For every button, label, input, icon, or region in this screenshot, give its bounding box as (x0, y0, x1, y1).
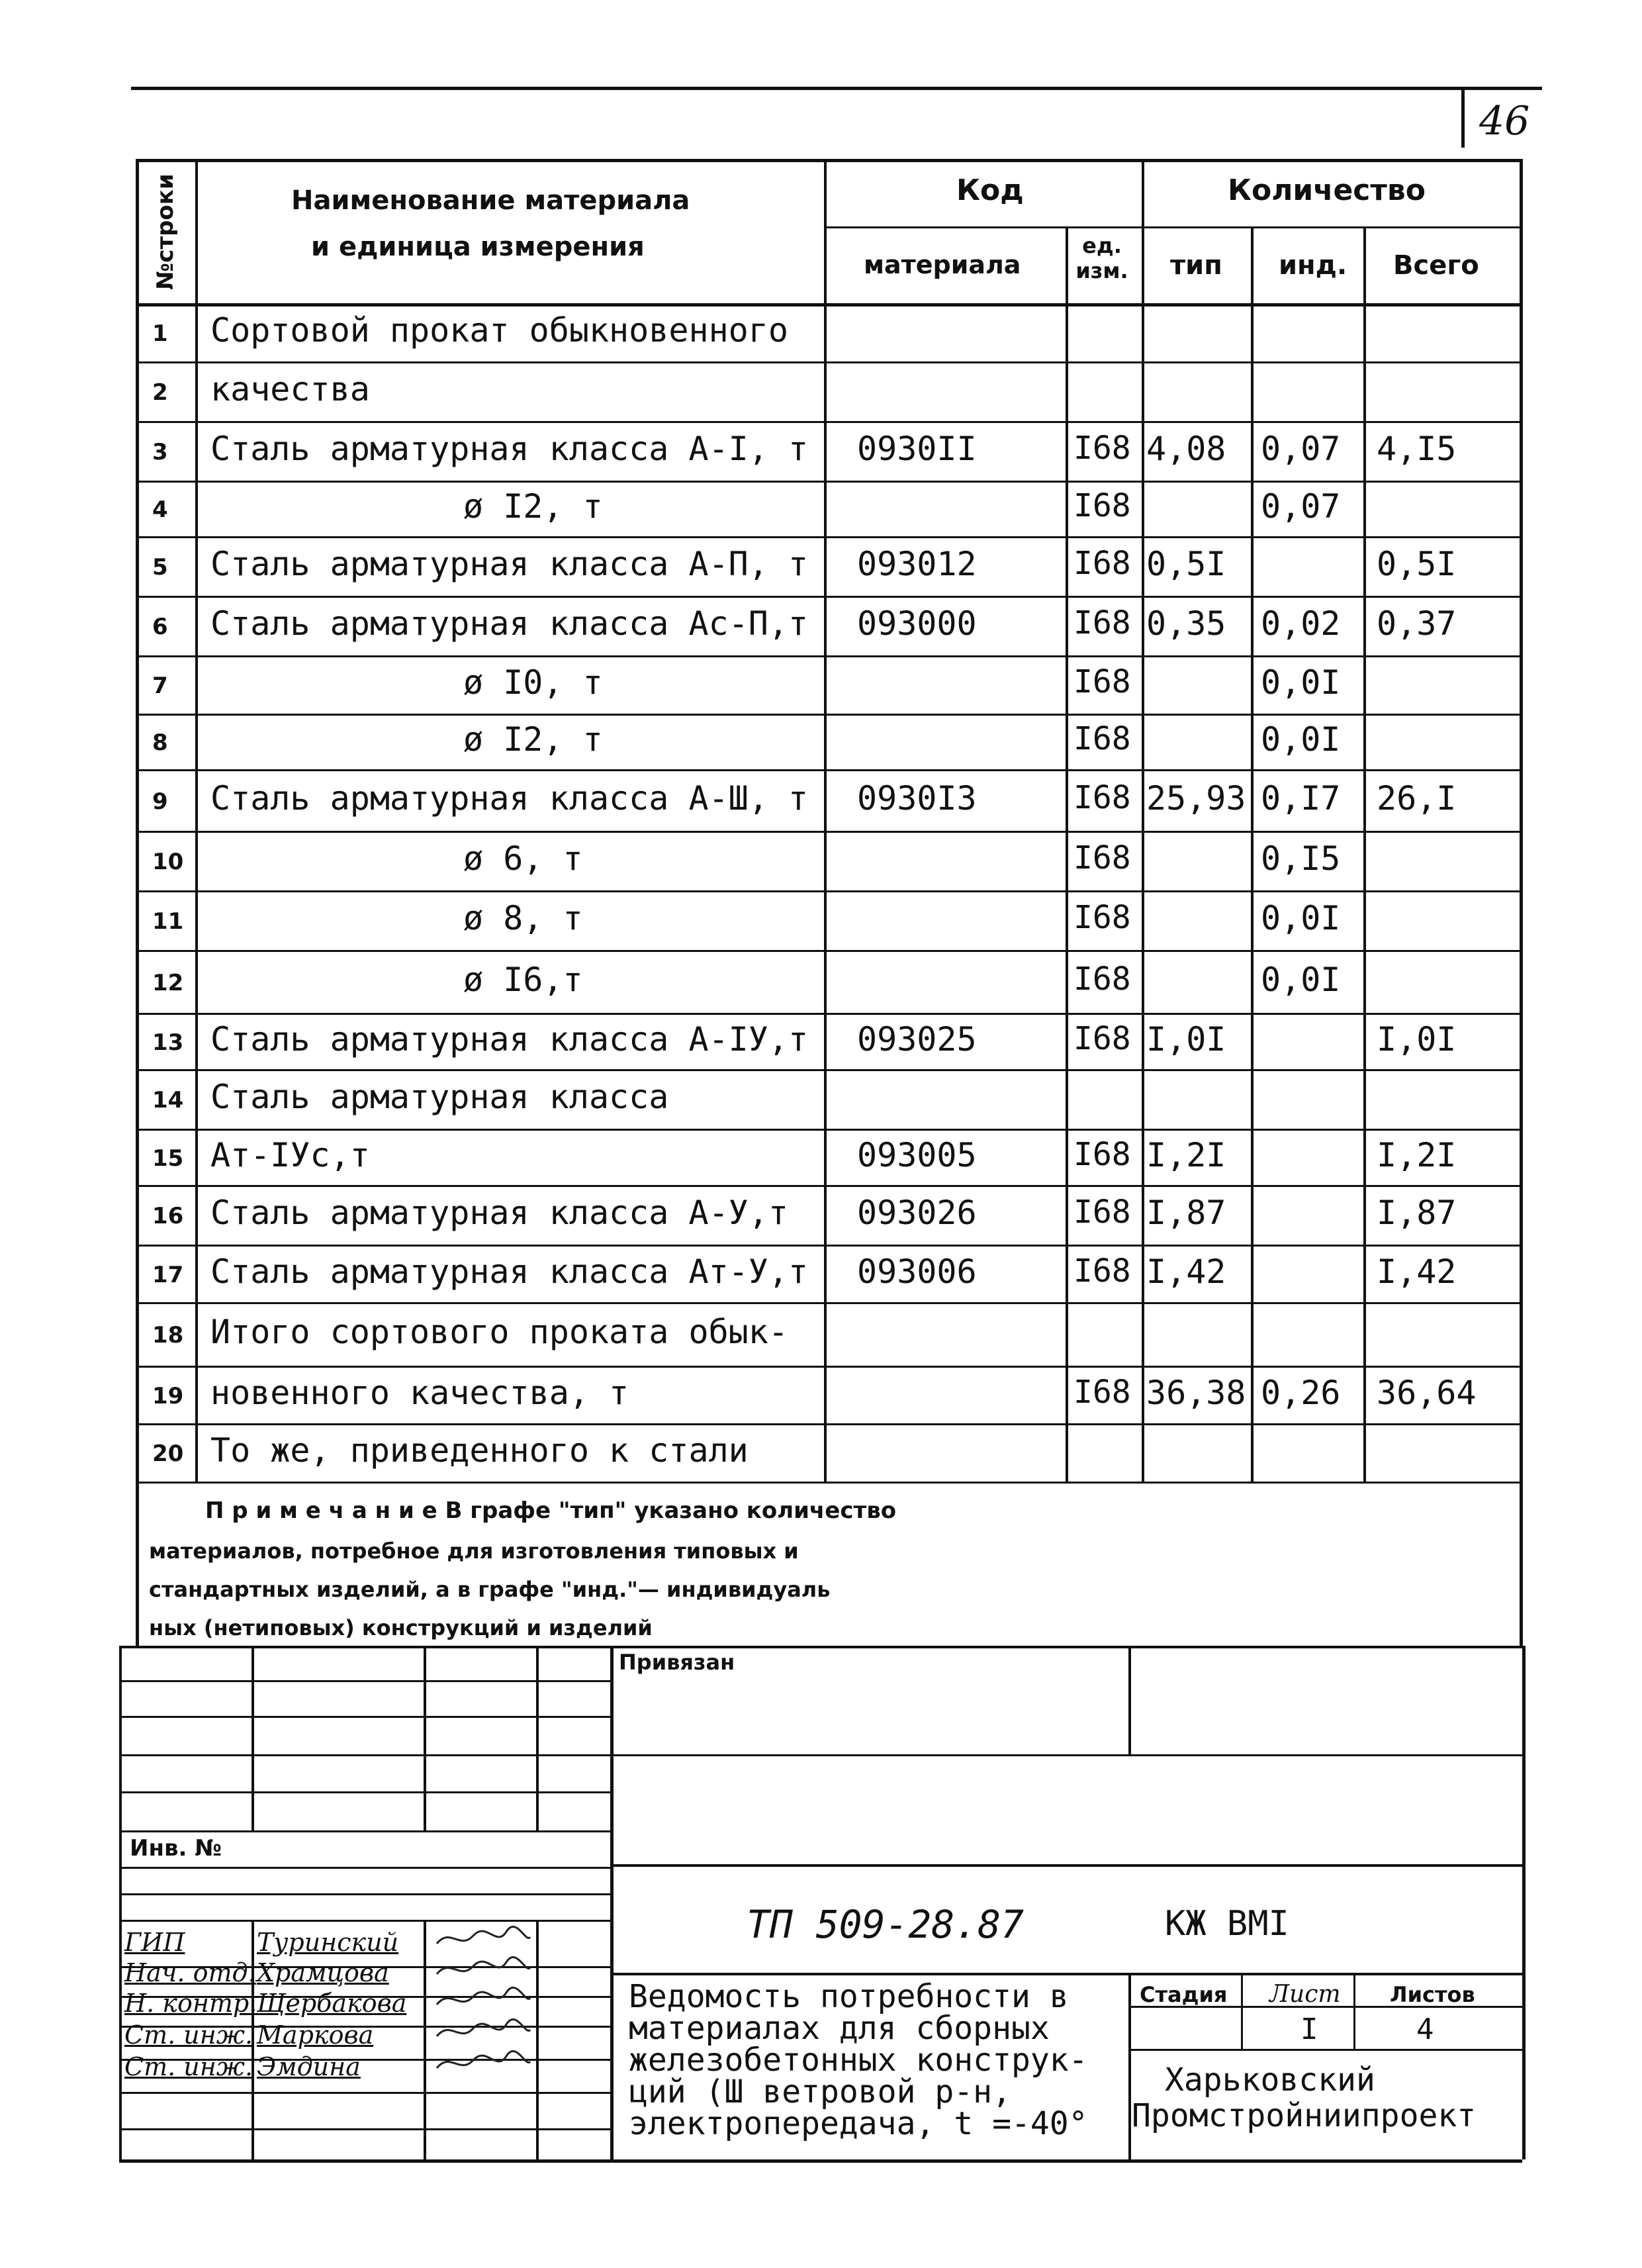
material-name: новенного качества, т (210, 1373, 629, 1412)
note-line2: материалов, потребное для изготовления типовых и (149, 1538, 799, 1564)
qty-total: I,0I (1377, 1019, 1457, 1059)
material-name: То же, приведенного к стали (210, 1431, 749, 1470)
row-line-19 (136, 1423, 1520, 1425)
stamp-left-row-6 (119, 1893, 610, 1895)
row-number: 1 (152, 320, 168, 347)
material-name: Сталь арматурная класса А-IУ,т (210, 1019, 809, 1059)
qty-type-header: тип (1170, 250, 1222, 281)
qty-type: I,2I (1146, 1135, 1226, 1174)
row-number: 12 (152, 969, 184, 996)
stamp-left-row-3 (119, 1791, 610, 1793)
signer-name: Маркова (257, 2020, 374, 2050)
qty-ind: 0,26 (1261, 1373, 1341, 1412)
qty-type: I,42 (1146, 1252, 1226, 1291)
row-line-6 (136, 655, 1520, 657)
material-name: ø 6, т (463, 839, 583, 878)
row-number: 16 (152, 1203, 184, 1229)
material-name: Сталь арматурная класса Ат-У,т (210, 1252, 809, 1291)
row-line-4 (136, 536, 1520, 538)
stamp-left (119, 1646, 122, 2159)
unit-code: I68 (1073, 779, 1131, 816)
stamp-left-row-2 (119, 1754, 610, 1756)
unit-code: I68 (1073, 1194, 1131, 1231)
stamp-sign-col-2 (536, 1920, 539, 2159)
row-line-8 (136, 769, 1520, 771)
title-line: ций (Ш ветровой р-н, (629, 2073, 1011, 2110)
signer-role: ГИП (124, 1928, 185, 1957)
col-divider-type (1251, 226, 1254, 1482)
material-name: Сталь арматурная класса А-П, т (210, 545, 809, 583)
unit-code: I68 (1073, 720, 1131, 757)
unit-code: I68 (1073, 1135, 1131, 1173)
qty-ind: 0,I5 (1261, 839, 1341, 878)
material-name: Сортовой прокат обыкновенного (210, 311, 788, 350)
qty-type: 0,35 (1146, 604, 1226, 643)
code-material-header: материала (864, 250, 1021, 279)
signer-role: Ст. инж. (124, 2052, 253, 2081)
row-number: 6 (152, 614, 168, 640)
unit-code: I68 (1073, 960, 1131, 998)
stamp-sheet-col (1353, 1973, 1355, 2049)
document-code: ТП 509-28.87 (747, 1902, 1025, 1947)
unit-code: I68 (1073, 899, 1131, 936)
material-name: Ат-IУс,т (210, 1135, 370, 1174)
stamp-left-row-1 (119, 1716, 610, 1718)
qty-type: I,0I (1146, 1019, 1226, 1059)
unit-code: I68 (1073, 604, 1131, 641)
unit-code: I68 (1073, 663, 1131, 700)
stamp-left-col-2 (536, 1646, 539, 1830)
page-number-divider (1461, 87, 1465, 148)
sheet-label: Лист (1269, 1981, 1341, 2008)
row-number: 15 (152, 1145, 184, 1172)
material-code: 0930I3 (857, 779, 977, 818)
signer-role: Ст. инж. (124, 2020, 253, 2050)
row-line-15 (136, 1185, 1520, 1187)
sheet-value: I (1300, 2012, 1318, 2046)
name-header-line2: и единица измерения (311, 232, 645, 262)
stamp-left-row-5 (119, 1867, 610, 1869)
row-number: 8 (152, 730, 168, 756)
material-name: качества (210, 370, 370, 408)
material-code: 0930II (857, 430, 977, 468)
row-line-20 (136, 1482, 1520, 1484)
row-line-14 (136, 1129, 1520, 1131)
table-right-border (1520, 159, 1523, 1484)
privyazan-label: Привязан (619, 1650, 735, 1675)
title-line: материалах для сборных (629, 2010, 1050, 2047)
material-name: ø I6,т (463, 960, 583, 999)
signer-role: Н. контр. (124, 1989, 257, 2018)
qty-total: 0,37 (1377, 604, 1457, 643)
row-number: 3 (152, 439, 168, 465)
code-header: Код (956, 173, 1024, 207)
row-number: 7 (152, 673, 168, 699)
sheets-value: 4 (1416, 2012, 1434, 2046)
qty-type: 25,93 (1146, 779, 1246, 818)
material-name: Сталь арматурная класса А-Ш, т (210, 779, 809, 818)
stamp-left-row-7 (119, 1920, 610, 1922)
qty-ind: 0,0I (1261, 720, 1341, 759)
qty-ind-header: инд. (1279, 250, 1347, 281)
stamp-row-c (610, 1973, 1522, 1975)
stamp-left-row-13 (119, 2128, 610, 2130)
qty-ind: 0,07 (1261, 487, 1341, 526)
col-divider-code (1066, 226, 1068, 1482)
note-line4: ных (нетиповых) конструкций и изделий (149, 1615, 653, 1640)
stamp-stage-col (1241, 1973, 1243, 2049)
stamp-stage-row-b (1128, 2049, 1522, 2051)
row-number: 2 (152, 379, 168, 406)
stamp-left-col-1 (424, 1646, 426, 1830)
row-number-header: №строки (152, 173, 179, 290)
signature-mark (433, 2048, 533, 2085)
qty-total: I,2I (1377, 1135, 1457, 1174)
header-subdivider (824, 226, 1520, 228)
unit-code: I68 (1073, 1373, 1131, 1411)
row-number: 11 (152, 908, 184, 935)
row-line-16 (136, 1245, 1520, 1247)
stamp-top (119, 1646, 1522, 1648)
header-bottom-border (136, 303, 1520, 307)
row-line-5 (136, 596, 1520, 598)
note-left-border (136, 1482, 139, 1647)
unit-code: I68 (1073, 839, 1131, 876)
unit-code: I68 (1073, 545, 1131, 582)
document-mark: КЖ ВМI (1165, 1904, 1289, 1944)
stamp-row-b (610, 1864, 1522, 1867)
signer-name: Храмцова (257, 1958, 389, 1987)
col-divider-unit (1142, 159, 1144, 1482)
unit-code: I68 (1073, 1252, 1131, 1290)
material-code: 093026 (857, 1194, 977, 1232)
note-line3: стандартных изделий, а в графе "инд."— индивидуаль (149, 1577, 831, 1602)
row-number: 9 (152, 788, 168, 815)
qty-total: 4,I5 (1377, 430, 1457, 468)
signer-role: Нач. отд. (124, 1958, 256, 1987)
qty-total: 26,I (1377, 779, 1457, 818)
stamp-privyazan-divider (1128, 1646, 1131, 1754)
qty-type: 36,38 (1146, 1373, 1246, 1412)
row-number: 19 (152, 1382, 184, 1409)
inventory-number-label: Инв. № (130, 1835, 222, 1862)
stage-label: Стадия (1140, 1982, 1228, 2007)
material-name: Сталь арматурная класса А-У,т (210, 1194, 788, 1232)
top-rule (131, 87, 1542, 90)
material-name: Итого сортового проката обык- (210, 1313, 788, 1351)
signer-name: Туринский (257, 1928, 399, 1957)
qty-total: 0,5I (1377, 545, 1457, 583)
organization-line2: Промстройниипроект (1132, 2097, 1477, 2134)
material-name: Сталь арматурная класса (210, 1078, 669, 1116)
title-line: электропередача, t =-40° (629, 2105, 1088, 2142)
table-left-border (136, 159, 139, 1484)
qty-type: 0,5I (1146, 545, 1226, 583)
title-line: железобетонных конструк- (629, 2042, 1088, 2079)
stamp-sign-col-1 (424, 1920, 426, 2159)
note-line1: П р и м е ч а н и е В графе "тип" указано количество (205, 1497, 897, 1524)
row-line-1 (136, 361, 1520, 363)
material-name: ø I2, т (463, 487, 603, 526)
row-number: 17 (152, 1261, 184, 1288)
material-code: 093000 (857, 604, 977, 643)
qty-type: 4,08 (1146, 430, 1226, 468)
qty-ind: 0,0I (1261, 663, 1341, 702)
row-line-18 (136, 1366, 1520, 1368)
row-line-9 (136, 831, 1520, 833)
title-line: Ведомость потребности в (629, 1978, 1069, 2015)
qty-total: I,42 (1377, 1252, 1457, 1291)
stamp-right (1522, 1646, 1526, 2159)
stamp-left-col-0 (251, 1646, 254, 1830)
unit-code: I68 (1073, 487, 1131, 524)
qty-ind: 0,0I (1261, 899, 1341, 937)
signer-name: Щербакова (257, 1989, 407, 2018)
row-line-10 (136, 890, 1520, 892)
material-name: ø I2, т (463, 720, 603, 759)
row-line-2 (136, 421, 1520, 423)
row-line-12 (136, 1013, 1520, 1015)
qty-total: 36,64 (1377, 1373, 1477, 1412)
quantity-header: Количество (1228, 173, 1426, 207)
name-header-line1: Наименование материала (291, 185, 690, 216)
stamp-bottom (119, 2159, 1522, 2163)
material-code: 093012 (857, 545, 977, 583)
row-number: 14 (152, 1087, 184, 1113)
signer-name: Эмдина (257, 2052, 361, 2081)
col-divider-rowno (195, 159, 198, 1482)
material-code: 093025 (857, 1019, 977, 1059)
qty-ind: 0,02 (1261, 604, 1341, 643)
code-unit-header: ед. изм. (1075, 233, 1128, 283)
row-number: 10 (152, 849, 184, 875)
qty-total: I,87 (1377, 1194, 1457, 1232)
stamp-left-row-0 (119, 1680, 610, 1682)
stamp-left-row-12 (119, 2092, 610, 2094)
material-name: Сталь арматурная класса Ас-П,т (210, 604, 809, 643)
qty-type: I,87 (1146, 1194, 1226, 1232)
stamp-main-divider (610, 1646, 614, 2159)
unit-code: I68 (1073, 1019, 1131, 1057)
qty-ind: 0,I7 (1261, 779, 1341, 818)
material-code: 093005 (857, 1135, 977, 1174)
row-line-3 (136, 481, 1520, 483)
row-number: 13 (152, 1029, 184, 1056)
sheets-label: Листов (1390, 1982, 1475, 2007)
qty-total-header: Всего (1393, 250, 1479, 281)
qty-ind: 0,0I (1261, 960, 1341, 999)
stamp-left-row-4 (119, 1830, 610, 1832)
col-divider-name (824, 159, 827, 1482)
row-line-13 (136, 1069, 1520, 1071)
col-divider-ind (1363, 226, 1366, 1482)
stamp-title-divider (1128, 1973, 1131, 2159)
material-name: Сталь арматурная класса А-I, т (210, 430, 809, 468)
page-number: 46 (1479, 98, 1530, 144)
row-number: 5 (152, 554, 168, 581)
table-top-border (136, 159, 1520, 162)
row-number: 18 (152, 1322, 184, 1348)
qty-ind: 0,07 (1261, 430, 1341, 468)
material-name: ø 8, т (463, 899, 583, 937)
material-name: ø I0, т (463, 663, 603, 702)
row-line-11 (136, 950, 1520, 952)
unit-code: I68 (1073, 430, 1131, 467)
stamp-row-a (610, 1754, 1522, 1756)
row-number: 20 (152, 1441, 184, 1467)
note-right-border (1520, 1482, 1523, 1647)
row-number: 4 (152, 496, 168, 523)
row-line-17 (136, 1302, 1520, 1304)
organization-line1: Харьковский (1165, 2061, 1375, 2099)
material-code: 093006 (857, 1252, 977, 1291)
row-line-7 (136, 714, 1520, 716)
